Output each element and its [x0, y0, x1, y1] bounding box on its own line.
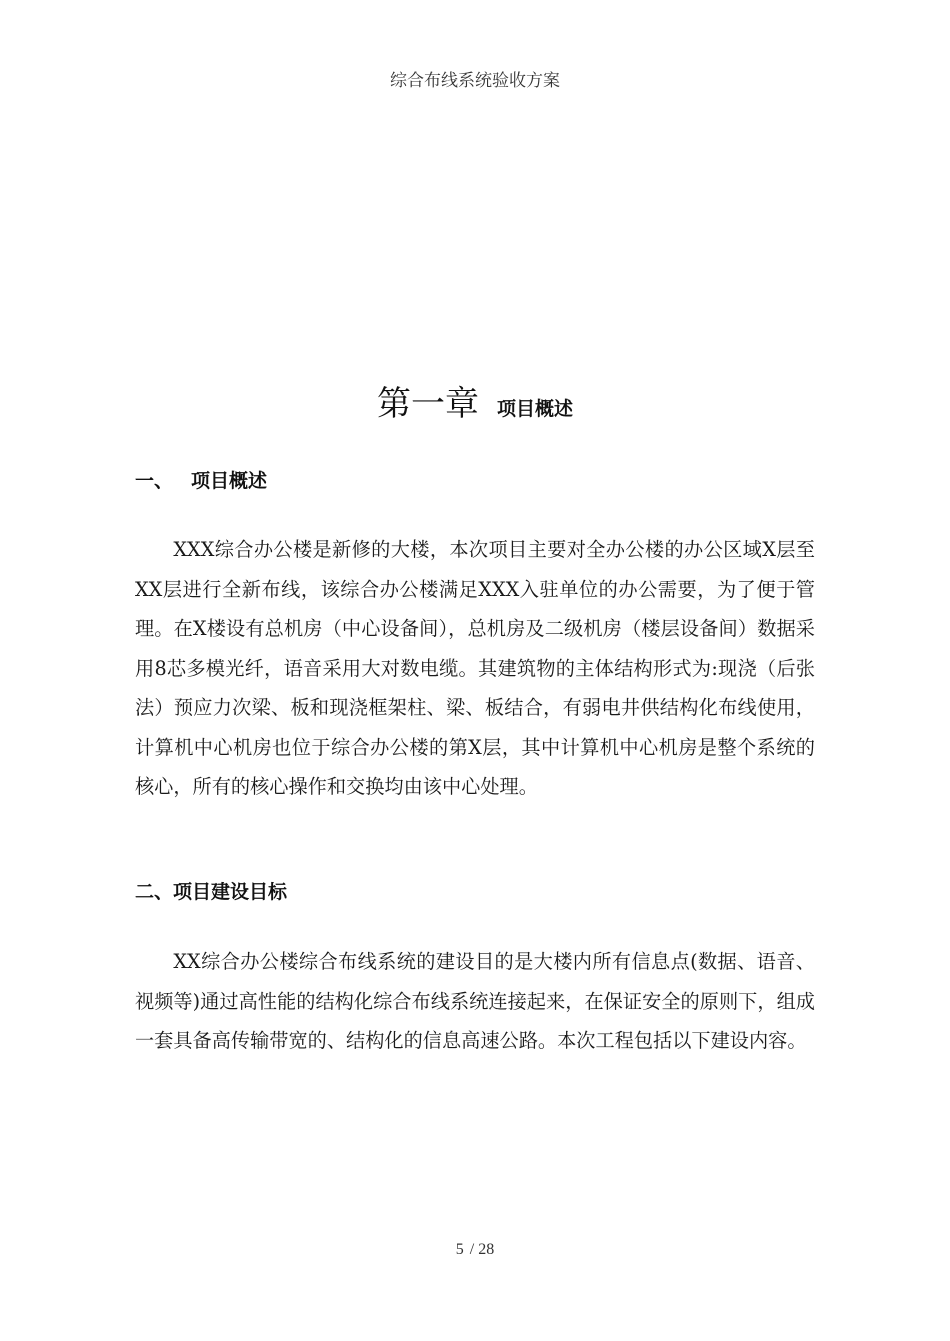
page-separator: /	[469, 1241, 475, 1258]
page-number	[0, 1241, 950, 1259]
goals-paragraph: XX综合办公楼综合布线系统的建设目的是大楼内所有信息点(数据、语音、视频等)通过高性能的结构化综合布线系统连接起来，在保证安全的原则下，组成一套具备高传输带宽的、结构化的信息高速公路。本次工程包括以下建设内容。	[135, 950, 815, 1052]
section-title: 项目建设目标	[173, 881, 288, 903]
page-current: 5	[455, 1241, 464, 1258]
section-heading-goals	[135, 877, 287, 904]
page-header: 综合布线系统验收方案	[390, 71, 560, 91]
chapter-number: 第一章	[376, 384, 479, 424]
chapter-title: 项目概述	[496, 398, 573, 420]
page-total: 28	[478, 1241, 495, 1258]
section-title: 项目概述	[191, 470, 268, 492]
section-number: 二、	[135, 881, 174, 903]
section-number: 一、	[135, 470, 174, 492]
section-heading-overview	[135, 466, 267, 493]
chapter-heading	[0, 376, 950, 425]
overview-paragraph: XXX综合办公楼是新修的大楼，本次项目主要对全办公楼的办公区域X层至XX层进行全新布线，该综合办公楼满足XXX入驻单位的办公需要，为了便于管理。在X楼设有总机房（中心设备间），总机房及二级机房（楼层设备间）数据采用8芯多模光纤，语音采用大对数电缆。其建筑物的主体结构形式为:现浇（后张法）预应力次梁、板和现浇框架柱、梁、板结合，有弱电井供结构化布线使用，计算机中心机房也位于综合办公楼的第X层，其中计算机中心机房是整个系统的核心，所有的核心操作和交换均由该中心处理。	[135, 538, 815, 798]
